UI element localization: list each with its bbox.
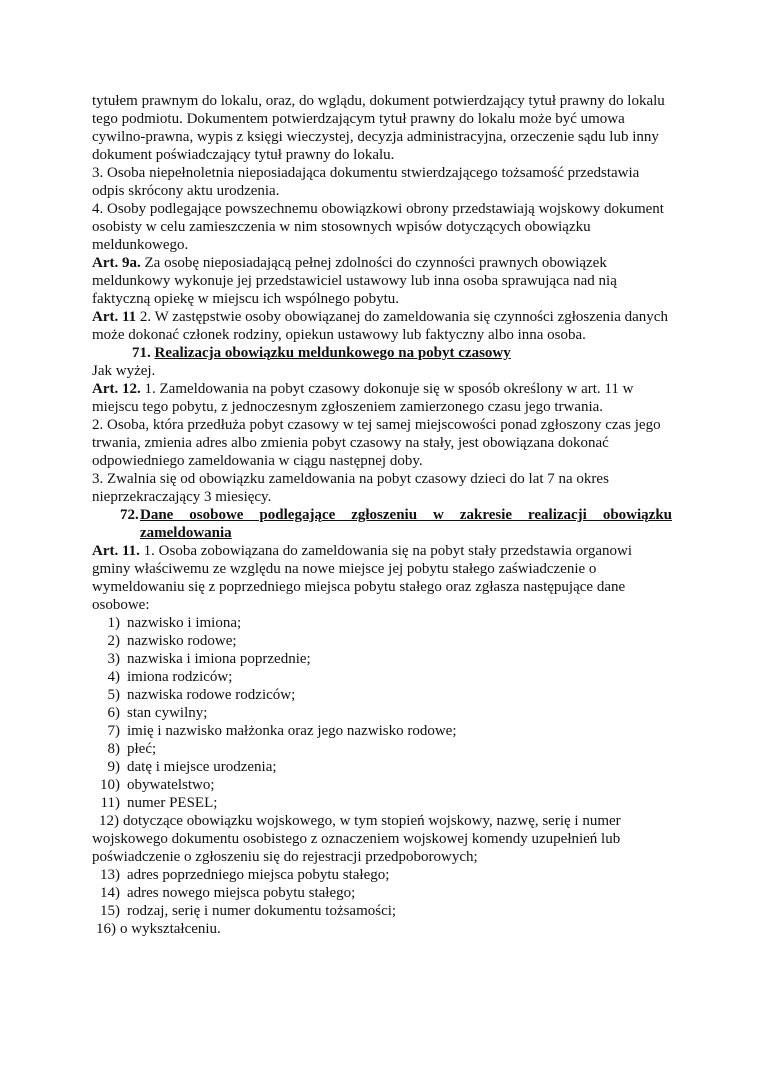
article-text: 2. W zastępstwie osoby obowiązanej do zameldowania się czynności zgłoszenia danych może dokonać członek rodziny, opiekun ustawowy lub faktyczny albo inna osoba. [92,309,668,343]
list-item [92,866,672,884]
list-item [92,902,672,920]
list-item [92,614,672,632]
list-item-number: 16) [96,921,116,937]
list-item-text: nazwiska rodowe rodziców; [127,687,296,703]
article-9a [92,254,672,308]
list-item-text: adres poprzedniego miejsca pobytu stałego; [127,867,390,883]
article-label: Art. 11. [92,543,140,559]
list-item-text: płeć; [127,741,157,757]
section-number: 72. [120,507,139,523]
list-item-number: 1) [107,615,120,631]
list-item-number: 6) [107,705,120,721]
list-item-number: 10) [100,777,120,793]
list-item [92,668,672,686]
list-item [92,812,672,866]
list-item-number: 3) [107,651,120,667]
list-item-number: 12) [99,813,119,829]
list-item [92,758,672,776]
article-12-section-2: 2. Osoba, która przedłuża pobyt czasowy w tej samej miejscowości ponad zgłoszony czas jego trwania, zmienia adres albo zmienia pobyt czasowy na stały, jest obowiązana dokonać odpowiedniego zameldowania w ciągu następnej doby. [92,417,661,469]
list-item-text: numer PESEL; [127,795,218,811]
list-item-number: 5) [107,687,120,703]
paragraph-title-to-premises: tytułem prawnym do lokalu, oraz, do wglądu, dokument potwierdzający tytuł prawny do lokalu tego podmiotu. Dokumentem potwierdzającym tytuł prawny do lokalu może być umowa cywilno-prawna, wypis z księgi wieczystej, decyzja administracyjna, orzeczenie sądu lub inny dokument poświadczający tytuł prawny do lokalu. [92,93,665,163]
list-item-text: stan cywilny; [127,705,208,721]
list-item-text: nazwisko rodowe; [127,633,237,649]
article-11-section-2 [92,308,672,344]
list-item-text: datę i miejsce urodzenia; [127,759,277,775]
article-12-section-1 [92,380,672,416]
list-item-number: 11) [100,795,120,811]
article-text: Za osobę nieposiadającą pełnej zdolności do czynności prawnych obowiązek meldunkowy wykonuje jej przedstawiciel ustawowy lub inna osoba sprawująca nad nią faktyczną opiekę w miejscu ich wspólnego pobytu. [92,255,617,307]
list-item-number: 13) [100,867,120,883]
list-item-text: nazwisko i imiona; [127,615,242,631]
personal-data-list [92,614,672,938]
section-title: Realizacja obowiązku meldunkowego na pobyt czasowy [154,345,511,361]
article-11-section-1 [92,542,672,614]
list-item [92,650,672,668]
list-item-number: 2) [107,633,120,649]
list-item-number: 14) [100,885,120,901]
list-item [92,632,672,650]
list-item-text: imię i nazwisko małżonka oraz jego nazwisko rodowe; [127,723,457,739]
list-item-text: o wykształceniu. [120,921,221,937]
list-item [92,686,672,704]
list-item [92,722,672,740]
section-title: Dane osobowe podlegające zgłoszeniu w zakresie realizacji obowiązku zameldowania [140,507,672,541]
list-item-text: adres nowego miejsca pobytu stałego; [127,885,356,901]
list-item-text: rodzaj, serię i numer dokumentu tożsamości; [127,903,397,919]
paragraph-jak-wyzej: Jak wyżej. [92,363,156,379]
list-item-text: obywatelstwo; [127,777,215,793]
list-item-number: 9) [107,759,120,775]
section-number: 71. [132,345,151,361]
list-item [92,884,672,902]
article-label: Art. 9a. [92,255,141,271]
list-item-text: dotyczące obowiązku wojskowego, w tym stopień wojskowy, nazwę, serię i numer wojskowego dokumentu osobistego z oznaczeniem wojskowej komendy uzupełnień lub poświadczenie o zgłoszeniu się do rejestracji przedpoborowych; [92,813,621,865]
list-item [92,740,672,758]
list-item-number: 8) [107,741,120,757]
section-heading-71 [92,344,672,362]
list-item [92,704,672,722]
article-text: 1. Osoba zobowiązana do zameldowania się na pobyt stały przedstawia organowi gminy właściwemu ze względu na nowe miejsce jej pobytu stałego zaświadczenie o wymeldowaniu się z poprzedniego miejsca pobytu stałego oraz zgłasza następujące dane osobowe: [92,543,632,613]
list-item [92,920,672,938]
list-item [92,776,672,794]
list-item-text: imiona rodziców; [127,669,233,685]
article-12-section-3: 3. Zwalnia się od obowiązku zameldowania na pobyt czasowy dzieci do lat 7 na okres nieprzekraczający 3 miesięcy. [92,471,609,505]
article-label: Art. 12. [92,381,141,397]
paragraph-military-document: 4. Osoby podlegające powszechnemu obowiązkowi obrony przedstawiają wojskowy dokument osobisty w celu zamieszczenia w nim stosownych wpisów dotyczących obowiązku meldunkowego. [92,201,664,253]
list-item [92,794,672,812]
list-item-text: nazwiska i imiona poprzednie; [127,651,311,667]
list-item-number: 15) [100,903,120,919]
list-item-number: 7) [107,723,120,739]
section-heading-72 [92,506,672,542]
paragraph-minor-birth-certificate: 3. Osoba niepełnoletnia nieposiadająca dokumentu stwierdzającego tożsamość przedstawia odpis skrócony aktu urodzenia. [92,165,640,199]
list-item-number: 4) [107,669,120,685]
article-text: 1. Zameldowania na pobyt czasowy dokonuje się w sposób określony w art. 11 w miejscu tego pobytu, z jednoczesnym zgłoszeniem zamierzonego czasu jego trwania. [92,381,634,415]
article-label: Art. 11 [92,309,137,325]
